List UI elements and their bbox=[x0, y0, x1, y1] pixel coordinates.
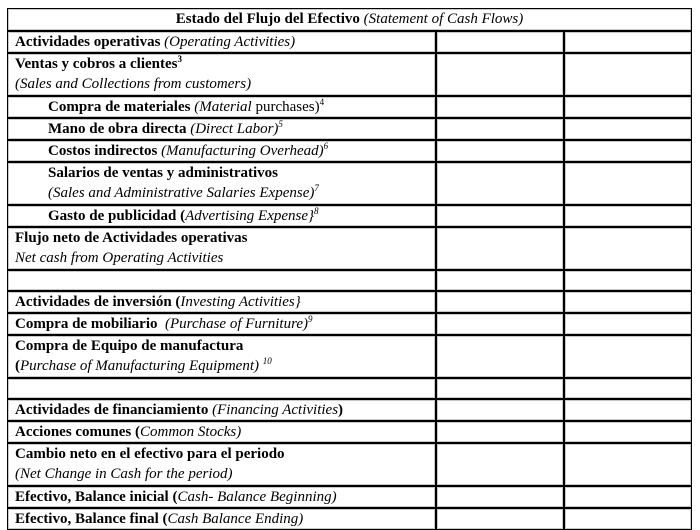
table-row bbox=[7, 313, 692, 335]
label-es: Salarios de ventas y administrativos bbox=[48, 165, 279, 181]
amount-cell[interactable] bbox=[436, 96, 564, 118]
footnote-ref: 5 bbox=[278, 119, 283, 129]
label-es: Costos indirectos bbox=[48, 143, 158, 159]
amount-cell[interactable] bbox=[436, 53, 564, 96]
footnote-ref: 7 bbox=[314, 183, 319, 193]
row-label bbox=[7, 486, 436, 508]
label-es: Ventas y cobros a clientes bbox=[15, 56, 178, 72]
label-en: (Material bbox=[194, 99, 256, 115]
label-es: Actividades operativas bbox=[15, 34, 161, 50]
total-cell[interactable] bbox=[564, 313, 692, 335]
table-row bbox=[7, 96, 692, 118]
total-cell[interactable] bbox=[564, 118, 692, 140]
total-cell[interactable] bbox=[564, 205, 692, 227]
amount-cell[interactable] bbox=[436, 421, 564, 443]
label-en: Cash- Balance Beginning) bbox=[177, 489, 337, 505]
label-en-open: ( bbox=[15, 358, 20, 374]
table-row bbox=[7, 443, 692, 486]
row-label bbox=[7, 118, 436, 140]
label-en: (Manufacturing Overhead) bbox=[161, 143, 324, 159]
label-es: Compra de Equipo de manufactura bbox=[15, 338, 244, 354]
label-es: Flujo neto de Actividades operativas bbox=[15, 230, 248, 246]
row-label bbox=[7, 53, 436, 96]
label-en: (Sales and Collections from customers) bbox=[15, 76, 252, 92]
label-es: Compra de materiales bbox=[48, 99, 191, 115]
total-cell[interactable] bbox=[564, 508, 692, 530]
label-en: Cash Balance Ending) bbox=[167, 511, 304, 527]
total-cell[interactable] bbox=[564, 140, 692, 162]
row-label bbox=[7, 443, 436, 486]
label-es: Actividades de inversión ( bbox=[15, 294, 181, 310]
table-row bbox=[7, 162, 692, 205]
amount-cell[interactable] bbox=[436, 270, 564, 291]
total-cell[interactable] bbox=[564, 270, 692, 291]
footnote-ref: 6 bbox=[323, 141, 329, 151]
row-label bbox=[7, 140, 436, 162]
label-en: (Net Change in Cash for the period) bbox=[15, 466, 233, 482]
amount-cell[interactable] bbox=[436, 205, 564, 227]
row-label bbox=[7, 421, 436, 443]
label-es: Efectivo, Balance inicial ( bbox=[15, 489, 178, 505]
label-en: (Sales and Administrative Salaries Expense) bbox=[48, 185, 315, 201]
table-row bbox=[7, 508, 692, 530]
total-cell[interactable] bbox=[564, 443, 692, 486]
title-es: Estado del Flujo del Efectivo bbox=[175, 11, 360, 27]
label-es: Actividades de financiamiento bbox=[15, 402, 209, 418]
amount-cell[interactable] bbox=[436, 399, 564, 421]
table-row bbox=[7, 140, 692, 162]
label-es: Efectivo, Balance final ( bbox=[15, 511, 168, 527]
row-label bbox=[7, 162, 436, 205]
row-label bbox=[7, 335, 436, 378]
label-es: Gasto de publicidad ( bbox=[48, 208, 186, 224]
footnote-ref: 8 bbox=[314, 206, 319, 216]
row-label bbox=[7, 205, 436, 227]
table-row bbox=[7, 421, 692, 443]
row-label bbox=[7, 508, 436, 530]
label-es: Mano de obra directa bbox=[48, 121, 187, 137]
title-row bbox=[7, 8, 692, 31]
label-en: (Purchase of Furniture) bbox=[165, 316, 309, 332]
row-label bbox=[7, 227, 436, 270]
total-cell[interactable] bbox=[564, 486, 692, 508]
title-en: (Statement of Cash Flows) bbox=[363, 11, 524, 27]
footnote-ref: 9 bbox=[308, 314, 313, 324]
label-en: (Operating Activities) bbox=[164, 34, 296, 50]
amount-cell[interactable] bbox=[436, 162, 564, 205]
amount-cell[interactable] bbox=[436, 335, 564, 378]
label-en-tail: purchases) bbox=[255, 99, 320, 115]
cash-flow-statement bbox=[7, 8, 692, 530]
footnote-ref: 4 bbox=[319, 97, 325, 107]
label-en: Advertising Expense} bbox=[185, 208, 315, 224]
row-label bbox=[7, 399, 436, 421]
label-es: Acciones comunes ( bbox=[15, 424, 140, 440]
amount-cell[interactable] bbox=[436, 443, 564, 486]
amount-cell[interactable] bbox=[436, 291, 564, 313]
table-row bbox=[7, 291, 692, 313]
row-label bbox=[7, 378, 436, 399]
row-label bbox=[7, 270, 436, 291]
label-en: Net cash from Operating Activities bbox=[15, 250, 224, 266]
amount-cell[interactable] bbox=[436, 378, 564, 399]
table-row bbox=[7, 118, 692, 140]
total-cell[interactable] bbox=[564, 378, 692, 399]
amount-cell[interactable] bbox=[436, 486, 564, 508]
total-cell[interactable] bbox=[564, 335, 692, 378]
amount-cell[interactable] bbox=[436, 227, 564, 270]
table-row bbox=[7, 399, 692, 421]
row-label bbox=[7, 31, 436, 53]
amount-cell[interactable] bbox=[436, 31, 564, 53]
total-cell[interactable] bbox=[564, 162, 692, 205]
table-row bbox=[7, 227, 692, 270]
row-label bbox=[7, 313, 436, 335]
label-en: Common Stocks) bbox=[139, 424, 242, 440]
table-row bbox=[7, 31, 692, 53]
total-cell[interactable] bbox=[564, 421, 692, 443]
footnote-ref: 10 bbox=[262, 356, 272, 366]
label-close: ) bbox=[338, 402, 344, 418]
total-cell[interactable] bbox=[564, 399, 692, 421]
amount-cell[interactable] bbox=[436, 140, 564, 162]
total-cell[interactable] bbox=[564, 31, 692, 53]
table-row bbox=[7, 335, 692, 378]
row-label bbox=[7, 96, 436, 118]
label-en: (Direct Labor) bbox=[190, 121, 279, 137]
footnote-ref: 3 bbox=[177, 54, 182, 64]
total-cell[interactable] bbox=[564, 291, 692, 313]
amount-cell[interactable] bbox=[436, 508, 564, 530]
amount-cell[interactable] bbox=[436, 313, 564, 335]
table-row bbox=[7, 378, 692, 399]
row-label bbox=[7, 291, 436, 313]
table-row bbox=[7, 486, 692, 508]
amount-cell[interactable] bbox=[436, 118, 564, 140]
label-en: (Financing Activities bbox=[212, 402, 339, 418]
table-row bbox=[7, 53, 692, 96]
table-row bbox=[7, 270, 692, 291]
label-en: Purchase of Manufacturing Equipment) bbox=[20, 358, 259, 374]
total-cell[interactable] bbox=[564, 96, 692, 118]
total-cell[interactable] bbox=[564, 53, 692, 96]
total-cell[interactable] bbox=[564, 227, 692, 270]
label-en: Investing Activities} bbox=[180, 294, 301, 310]
cash-flow-table bbox=[7, 8, 692, 530]
title-cell bbox=[7, 8, 692, 31]
label-es: Cambio neto en el efectivo para el periodo bbox=[15, 446, 285, 462]
table-row bbox=[7, 205, 692, 227]
label-es: Compra de mobiliario bbox=[15, 316, 158, 332]
